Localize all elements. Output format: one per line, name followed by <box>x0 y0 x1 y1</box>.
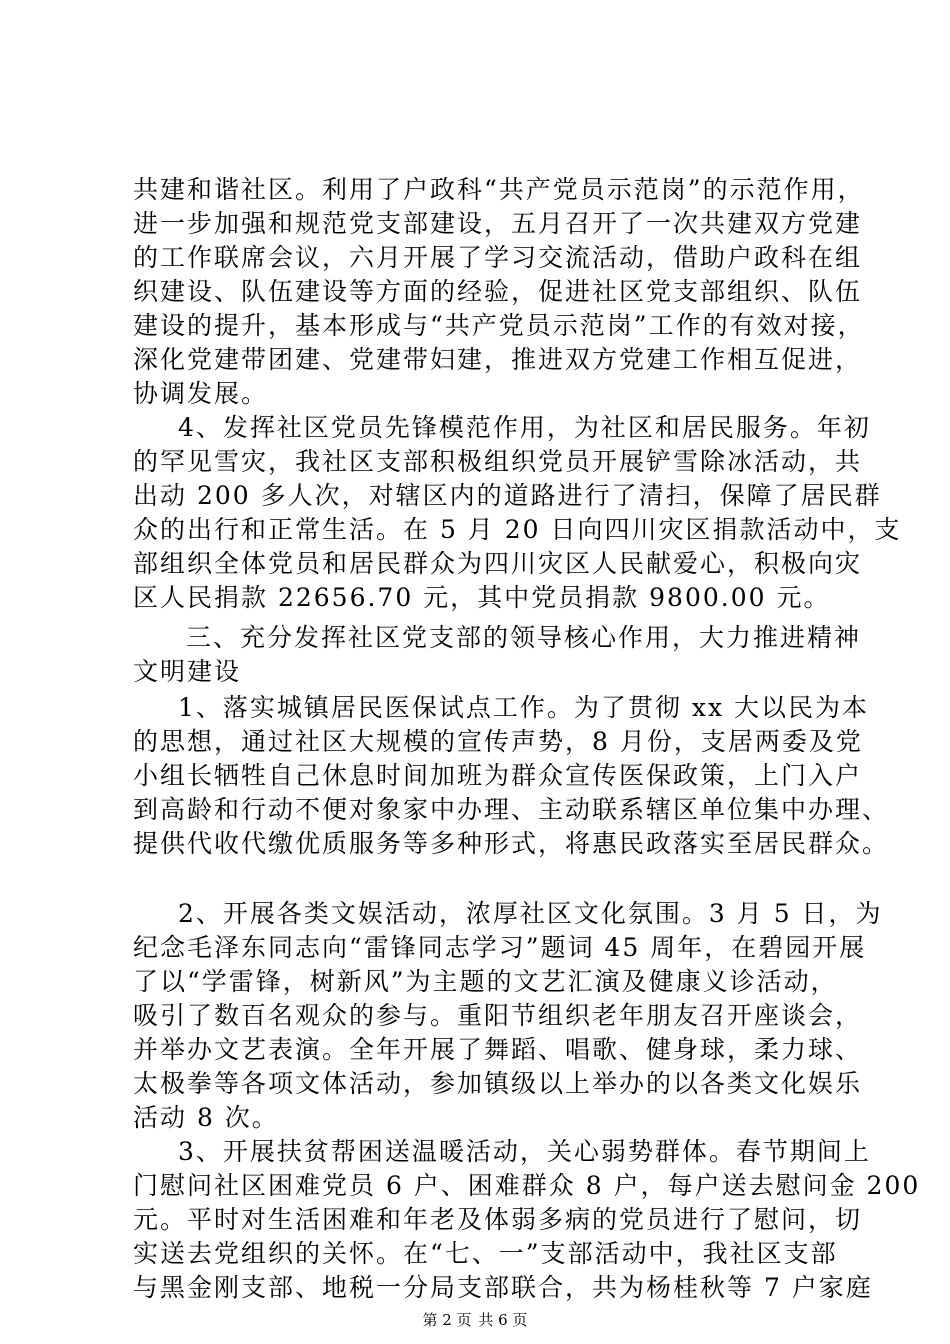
body-line: 活动 8 次。 <box>133 1103 279 1132</box>
body-line: 提供代收代缴优质服务等多种形式，将惠民政落实至居民群众。 <box>133 829 890 858</box>
body-line: 到高龄和行动不便对象家中办理、主动联系辖区单位集中办理、 <box>133 795 890 824</box>
body-line: 纪念毛泽东同志向“雷锋同志学习”题词 45 周年，在碧园开展 <box>133 933 867 962</box>
body-line: 3、开展扶贫帮困送温暖活动，关心弱势群体。春节期间上 <box>178 1137 871 1166</box>
body-line: 1、落实城镇居民医保试点工作。为了贯彻 xx 大以民为本 <box>178 693 869 722</box>
body-line: 织建设、队伍建设等方面的经验，促进社区党支部组织、队伍 <box>133 277 863 306</box>
body-line: 共建和谐社区。利用了户政科“共产党员示范岗”的示范作用， <box>133 175 865 204</box>
body-line: 实送去党组织的关怀。在“七、一”支部活动中，我社区支部 <box>133 1239 838 1268</box>
body-line: 区人民捐款 22656.70 元，其中党员捐款 9800.00 元。 <box>133 583 831 612</box>
body-line: 吸引了数百名观众的参与。重阳节组织老年朋友召开座谈会， <box>133 1001 863 1030</box>
body-line: 出动 200 多人次，对辖区内的道路进行了清扫，保障了居民群 <box>133 481 882 510</box>
body-line: 小组长牺牲自己休息时间加班为群众宣传医保政策，上门入户 <box>133 761 863 790</box>
body-line: 了以“学雷锋，树新风”为主题的文艺汇演及健康义诊活动， <box>133 967 838 996</box>
body-line: 太极拳等各项文体活动，参加镇级以上举办的以各类文化娱乐 <box>133 1069 863 1098</box>
page-footer <box>0 1310 950 1330</box>
body-line: 门慰问社区困难党员 6 户、困难群众 8 户，每户送去慰问金 200 <box>133 1171 921 1200</box>
body-line: 并举办文艺表演。全年开展了舞蹈、唱歌、健身球，柔力球、 <box>133 1035 863 1064</box>
body-line: 的思想，通过社区大规模的宣传声势，8 月份，支居两委及党 <box>133 727 863 756</box>
body-line: 的罕见雪灾，我社区支部积极组织党员开展铲雪除冰活动，共 <box>133 447 863 476</box>
body-line: 2、开展各类文娱活动，浓厚社区文化氛围。3 月 5 日，为 <box>178 899 883 928</box>
page-total: 共 6 页 <box>478 1311 528 1329</box>
body-line: 与黑金刚支部、地税一分局支部联合，共为杨桂秋等 7 户家庭 <box>133 1273 873 1302</box>
page-number: 第 2 页 <box>422 1311 472 1329</box>
body-line: 部组织全体党员和居民群众为四川灾区人民献爱心，积极向灾 <box>133 549 863 578</box>
body-line: 众的出行和正常生活。在 5 月 20 日向四川灾区捐款活动中，支 <box>133 515 902 544</box>
body-line: 进一步加强和规范党支部建设，五月召开了一次共建双方党建 <box>133 209 863 238</box>
body-line: 建设的提升，基本形成与“共产党员示范岗”工作的有效对接， <box>133 311 865 340</box>
body-line: 元。平时对生活困难和年老及体弱多病的党员进行了慰问，切 <box>133 1205 863 1234</box>
body-line: 协调发展。 <box>133 379 269 408</box>
section-heading: 三、充分发挥社区党支部的领导核心作用，大力推进精神 <box>186 623 862 652</box>
body-line: 4、发挥社区党员先锋模范作用，为社区和居民服务。年初 <box>178 413 871 442</box>
body-line: 的工作联席会议，六月开展了学习交流活动，借助户政科在组 <box>133 243 863 272</box>
body-line: 深化党建带团建、党建带妇建，推进双方党建工作相互促进， <box>133 345 863 374</box>
section-heading: 文明建设 <box>133 657 242 686</box>
